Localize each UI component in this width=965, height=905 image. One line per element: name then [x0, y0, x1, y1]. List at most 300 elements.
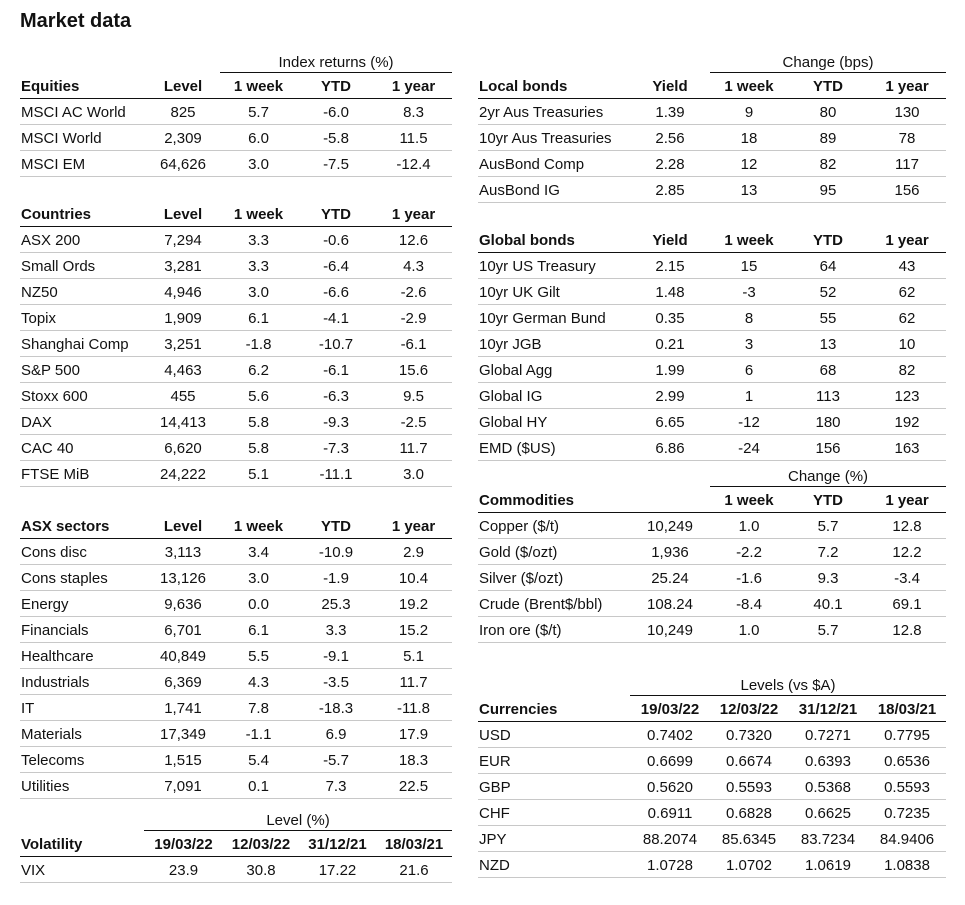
table-row — [20, 98, 452, 124]
section-heading: Equities — [20, 72, 146, 98]
row-label: IT — [20, 694, 146, 720]
cell-value: 2,309 — [146, 124, 220, 150]
cell-value: 0.7320 — [710, 721, 788, 747]
section-heading: Local bonds — [478, 72, 630, 98]
cell-value: 5.4 — [220, 746, 297, 772]
cell-value: 3.3 — [297, 616, 375, 642]
equities-table — [20, 50, 452, 177]
cell-value: 0.1 — [220, 772, 297, 798]
row-label: Shanghai Comp — [20, 330, 146, 356]
group-spacer — [20, 50, 220, 72]
row-label: Healthcare — [20, 642, 146, 668]
cell-value: 6.86 — [630, 434, 710, 460]
cell-value: 3 — [710, 330, 788, 356]
cell-value: 117 — [868, 150, 946, 176]
cell-value: 10,249 — [630, 512, 710, 538]
table-row — [20, 616, 452, 642]
column-header: YTD — [297, 200, 375, 226]
cell-value: 0.21 — [630, 330, 710, 356]
cell-value: 9.3 — [788, 564, 868, 590]
cell-value: 1 — [710, 382, 788, 408]
cell-value: 1,741 — [146, 694, 220, 720]
section-heading: Commodities — [478, 486, 630, 512]
cell-value: 17,349 — [146, 720, 220, 746]
column-group-label: Levels (vs $A) — [630, 673, 946, 695]
section-heading: Currencies — [478, 695, 630, 721]
cell-value: 1.48 — [630, 278, 710, 304]
table-row — [478, 721, 946, 747]
table-row — [20, 304, 452, 330]
row-label: 10yr German Bund — [478, 304, 630, 330]
commodities-table — [478, 464, 946, 643]
cell-value: 163 — [868, 434, 946, 460]
cell-value: -6.1 — [297, 356, 375, 382]
cell-value: 123 — [868, 382, 946, 408]
cell-value: 30.8 — [223, 856, 299, 882]
row-label: S&P 500 — [20, 356, 146, 382]
cell-value: 3,113 — [146, 538, 220, 564]
cell-value: 0.6828 — [710, 799, 788, 825]
cell-value: 8.3 — [375, 98, 452, 124]
row-label: 2yr Aus Treasuries — [478, 98, 630, 124]
cell-value: 1,936 — [630, 538, 710, 564]
cell-value: 5.1 — [220, 460, 297, 486]
cell-value: 6.65 — [630, 408, 710, 434]
table-row — [478, 434, 946, 460]
cell-value: 0.5593 — [868, 773, 946, 799]
table-row — [478, 799, 946, 825]
cell-value: 40.1 — [788, 590, 868, 616]
row-label: Cons disc — [20, 538, 146, 564]
cell-value: 5.5 — [220, 642, 297, 668]
row-label: Silver ($/ozt) — [478, 564, 630, 590]
cell-value: 64,626 — [146, 150, 220, 176]
cell-value: 52 — [788, 278, 868, 304]
cell-value: 5.7 — [788, 616, 868, 642]
row-label: Financials — [20, 616, 146, 642]
table-row — [20, 460, 452, 486]
cell-value: 0.7235 — [868, 799, 946, 825]
cell-value: -10.7 — [297, 330, 375, 356]
table-row — [478, 512, 946, 538]
table-row — [20, 590, 452, 616]
cell-value: 0.7271 — [788, 721, 868, 747]
table-row — [20, 124, 452, 150]
column-header: 12/03/22 — [710, 695, 788, 721]
group-spacer — [20, 808, 144, 830]
column-header: 19/03/22 — [144, 830, 223, 856]
cell-value: 8 — [710, 304, 788, 330]
cell-value: 1.0728 — [630, 851, 710, 877]
cell-value: 4.3 — [220, 668, 297, 694]
cell-value: 6.0 — [220, 124, 297, 150]
cell-value: 0.35 — [630, 304, 710, 330]
cell-value: 7,294 — [146, 226, 220, 252]
row-label: Gold ($/ozt) — [478, 538, 630, 564]
row-label: MSCI World — [20, 124, 146, 150]
cell-value: 12 — [710, 150, 788, 176]
cell-value: 0.6536 — [868, 747, 946, 773]
table-row — [20, 356, 452, 382]
column-header: YTD — [297, 512, 375, 538]
table-row — [20, 330, 452, 356]
cell-value: 25.24 — [630, 564, 710, 590]
cell-value: 82 — [868, 356, 946, 382]
cell-value: -1.6 — [710, 564, 788, 590]
cell-value: 156 — [868, 176, 946, 202]
countries-table — [20, 200, 452, 487]
row-label: ASX 200 — [20, 226, 146, 252]
row-label: DAX — [20, 408, 146, 434]
cell-value: 0.6393 — [788, 747, 868, 773]
column-header: 1 year — [375, 200, 452, 226]
header-row — [20, 200, 452, 226]
table-row — [20, 642, 452, 668]
cell-value: -0.6 — [297, 226, 375, 252]
cell-value: 7,091 — [146, 772, 220, 798]
row-label: Iron ore ($/t) — [478, 616, 630, 642]
cell-value: -3.4 — [868, 564, 946, 590]
column-header: YTD — [788, 72, 868, 98]
cell-value: 3,281 — [146, 252, 220, 278]
cell-value: 62 — [868, 304, 946, 330]
cell-value: 1.39 — [630, 98, 710, 124]
cell-value: -11.8 — [375, 694, 452, 720]
cell-value: 23.9 — [144, 856, 223, 882]
page-title: Market data — [20, 10, 132, 32]
column-header: 1 week — [220, 200, 297, 226]
cell-value: 3.0 — [220, 150, 297, 176]
row-label: FTSE MiB — [20, 460, 146, 486]
cell-value: 6,620 — [146, 434, 220, 460]
column-group-label: Index returns (%) — [220, 50, 452, 72]
row-label: 10yr UK Gilt — [478, 278, 630, 304]
cell-value: 0.5620 — [630, 773, 710, 799]
cell-value: 18 — [710, 124, 788, 150]
cell-value: -12.4 — [375, 150, 452, 176]
cell-value: -6.3 — [297, 382, 375, 408]
asx-sectors-table — [20, 512, 452, 799]
row-label: Stoxx 600 — [20, 382, 146, 408]
row-label: USD — [478, 721, 630, 747]
table-row — [478, 408, 946, 434]
section-heading: Global bonds — [478, 226, 630, 252]
cell-value: 1.0 — [710, 512, 788, 538]
cell-value: 3.0 — [220, 564, 297, 590]
column-header: 19/03/22 — [630, 695, 710, 721]
cell-value: 24,222 — [146, 460, 220, 486]
global-bonds-table — [478, 226, 946, 461]
cell-value: -2.2 — [710, 538, 788, 564]
table-row — [20, 382, 452, 408]
table-row — [20, 434, 452, 460]
cell-value: 43 — [868, 252, 946, 278]
cell-value: 6.1 — [220, 616, 297, 642]
row-label: Utilities — [20, 772, 146, 798]
column-header: 1 year — [868, 72, 946, 98]
cell-value: 12.6 — [375, 226, 452, 252]
cell-value: 69.1 — [868, 590, 946, 616]
table-row — [478, 747, 946, 773]
column-header: 1 year — [868, 486, 946, 512]
table-row — [478, 538, 946, 564]
cell-value: -6.6 — [297, 278, 375, 304]
column-group-label: Level (%) — [144, 808, 452, 830]
row-label: EMD ($US) — [478, 434, 630, 460]
row-label: MSCI EM — [20, 150, 146, 176]
row-label: NZD — [478, 851, 630, 877]
row-label: Cons staples — [20, 564, 146, 590]
cell-value: 4,946 — [146, 278, 220, 304]
header-row — [478, 72, 946, 98]
cell-value: 15 — [710, 252, 788, 278]
cell-value: -3 — [710, 278, 788, 304]
row-label: CAC 40 — [20, 434, 146, 460]
cell-value: 13,126 — [146, 564, 220, 590]
cell-value: 108.24 — [630, 590, 710, 616]
cell-value: 3.3 — [220, 252, 297, 278]
cell-value: 13 — [788, 330, 868, 356]
row-label: GBP — [478, 773, 630, 799]
cell-value: 11.7 — [375, 434, 452, 460]
cell-value: 2.15 — [630, 252, 710, 278]
table-row — [478, 176, 946, 202]
table-row — [20, 772, 452, 798]
cell-value: 0.6625 — [788, 799, 868, 825]
cell-value: 4.3 — [375, 252, 452, 278]
cell-value: 5.8 — [220, 408, 297, 434]
table-row — [478, 590, 946, 616]
cell-value: 2.56 — [630, 124, 710, 150]
cell-value: 0.7795 — [868, 721, 946, 747]
cell-value: -6.0 — [297, 98, 375, 124]
table-row — [20, 150, 452, 176]
cell-value: 3.0 — [375, 460, 452, 486]
cell-value: 6 — [710, 356, 788, 382]
cell-value: 17.9 — [375, 720, 452, 746]
table-row — [20, 538, 452, 564]
column-header — [630, 486, 710, 512]
header-row — [20, 512, 452, 538]
cell-value: 3.4 — [220, 538, 297, 564]
cell-value: -1.1 — [220, 720, 297, 746]
cell-value: -9.1 — [297, 642, 375, 668]
column-header: 18/03/21 — [868, 695, 946, 721]
cell-value: 455 — [146, 382, 220, 408]
cell-value: 21.6 — [376, 856, 452, 882]
cell-value: 15.2 — [375, 616, 452, 642]
table-row — [478, 304, 946, 330]
cell-value: 78 — [868, 124, 946, 150]
cell-value: -3.5 — [297, 668, 375, 694]
column-header: 31/12/21 — [788, 695, 868, 721]
cell-value: 80 — [788, 98, 868, 124]
row-label: AusBond Comp — [478, 150, 630, 176]
cell-value: 11.7 — [375, 668, 452, 694]
cell-value: 6.9 — [297, 720, 375, 746]
cell-value: 85.6345 — [710, 825, 788, 851]
column-group-row — [478, 50, 946, 72]
column-header: Level — [146, 72, 220, 98]
cell-value: 19.2 — [375, 590, 452, 616]
header-row — [478, 226, 946, 252]
table-row — [478, 98, 946, 124]
table-row — [20, 746, 452, 772]
table-row — [20, 278, 452, 304]
cell-value: 113 — [788, 382, 868, 408]
column-header: YTD — [297, 72, 375, 98]
column-group-row — [478, 464, 946, 486]
cell-value: -5.7 — [297, 746, 375, 772]
column-header: 1 year — [375, 72, 452, 98]
column-header: Yield — [630, 226, 710, 252]
row-label: JPY — [478, 825, 630, 851]
cell-value: 17.22 — [299, 856, 376, 882]
cell-value: 64 — [788, 252, 868, 278]
column-header: Level — [146, 200, 220, 226]
cell-value: 1,909 — [146, 304, 220, 330]
column-header: 1 week — [220, 72, 297, 98]
table-row — [478, 150, 946, 176]
table-row — [20, 694, 452, 720]
table-row — [478, 616, 946, 642]
table-row — [478, 356, 946, 382]
column-header: Yield — [630, 72, 710, 98]
group-spacer — [478, 464, 710, 486]
cell-value: 15.6 — [375, 356, 452, 382]
cell-value: 88.2074 — [630, 825, 710, 851]
group-spacer — [478, 673, 630, 695]
row-label: Global Agg — [478, 356, 630, 382]
cell-value: 22.5 — [375, 772, 452, 798]
cell-value: 5.7 — [788, 512, 868, 538]
cell-value: -12 — [710, 408, 788, 434]
cell-value: 3.3 — [220, 226, 297, 252]
table-row — [478, 564, 946, 590]
table-row — [20, 668, 452, 694]
cell-value: 25.3 — [297, 590, 375, 616]
column-header: 1 week — [710, 226, 788, 252]
cell-value: 6.1 — [220, 304, 297, 330]
row-label: Global HY — [478, 408, 630, 434]
column-header: 18/03/21 — [376, 830, 452, 856]
cell-value: 62 — [868, 278, 946, 304]
cell-value: -6.1 — [375, 330, 452, 356]
row-label: Energy — [20, 590, 146, 616]
cell-value: 1.0702 — [710, 851, 788, 877]
cell-value: 7.8 — [220, 694, 297, 720]
cell-value: -1.9 — [297, 564, 375, 590]
column-group-label: Change (%) — [710, 464, 946, 486]
header-row — [478, 486, 946, 512]
row-label: Telecoms — [20, 746, 146, 772]
cell-value: 0.6699 — [630, 747, 710, 773]
cell-value: -2.9 — [375, 304, 452, 330]
cell-value: -2.5 — [375, 408, 452, 434]
row-label: 10yr US Treasury — [478, 252, 630, 278]
cell-value: -2.6 — [375, 278, 452, 304]
cell-value: -1.8 — [220, 330, 297, 356]
cell-value: 2.28 — [630, 150, 710, 176]
table-row — [478, 330, 946, 356]
column-header: YTD — [788, 486, 868, 512]
row-label: Small Ords — [20, 252, 146, 278]
cell-value: 825 — [146, 98, 220, 124]
cell-value: -11.1 — [297, 460, 375, 486]
table-row — [20, 408, 452, 434]
cell-value: 192 — [868, 408, 946, 434]
group-spacer — [478, 50, 710, 72]
cell-value: 0.5593 — [710, 773, 788, 799]
table-row — [20, 252, 452, 278]
column-group-row — [20, 808, 452, 830]
local-bonds-table — [478, 50, 946, 203]
column-header: 31/12/21 — [299, 830, 376, 856]
cell-value: 0.7402 — [630, 721, 710, 747]
column-header: 1 week — [710, 72, 788, 98]
row-label: NZ50 — [20, 278, 146, 304]
cell-value: 180 — [788, 408, 868, 434]
column-header: 1 year — [868, 226, 946, 252]
column-group-row — [478, 673, 946, 695]
cell-value: 2.85 — [630, 176, 710, 202]
cell-value: -8.4 — [710, 590, 788, 616]
row-label: Industrials — [20, 668, 146, 694]
row-label: EUR — [478, 747, 630, 773]
table-row — [20, 226, 452, 252]
row-label: 10yr JGB — [478, 330, 630, 356]
cell-value: 1.99 — [630, 356, 710, 382]
table-row — [20, 856, 452, 882]
row-label: VIX — [20, 856, 144, 882]
section-heading: Volatility — [20, 830, 144, 856]
cell-value: 10.4 — [375, 564, 452, 590]
cell-value: 0.6674 — [710, 747, 788, 773]
column-header: 1 week — [710, 486, 788, 512]
cell-value: -9.3 — [297, 408, 375, 434]
header-row — [478, 695, 946, 721]
cell-value: 156 — [788, 434, 868, 460]
cell-value: 9 — [710, 98, 788, 124]
cell-value: 6.2 — [220, 356, 297, 382]
table-row — [478, 252, 946, 278]
cell-value: -4.1 — [297, 304, 375, 330]
row-label: Global IG — [478, 382, 630, 408]
row-label: Materials — [20, 720, 146, 746]
table-row — [20, 564, 452, 590]
cell-value: 5.6 — [220, 382, 297, 408]
cell-value: -6.4 — [297, 252, 375, 278]
cell-value: -18.3 — [297, 694, 375, 720]
header-row — [20, 72, 452, 98]
column-header: 1 year — [375, 512, 452, 538]
cell-value: 12.2 — [868, 538, 946, 564]
cell-value: 3,251 — [146, 330, 220, 356]
cell-value: 1,515 — [146, 746, 220, 772]
cell-value: 0.5368 — [788, 773, 868, 799]
cell-value: 1.0838 — [868, 851, 946, 877]
column-header: YTD — [788, 226, 868, 252]
cell-value: 82 — [788, 150, 868, 176]
section-heading: Countries — [20, 200, 146, 226]
row-label: 10yr Aus Treasuries — [478, 124, 630, 150]
cell-value: 12.8 — [868, 512, 946, 538]
table-row — [478, 773, 946, 799]
row-label: Copper ($/t) — [478, 512, 630, 538]
cell-value: 5.8 — [220, 434, 297, 460]
cell-value: 10 — [868, 330, 946, 356]
table-row — [478, 851, 946, 877]
